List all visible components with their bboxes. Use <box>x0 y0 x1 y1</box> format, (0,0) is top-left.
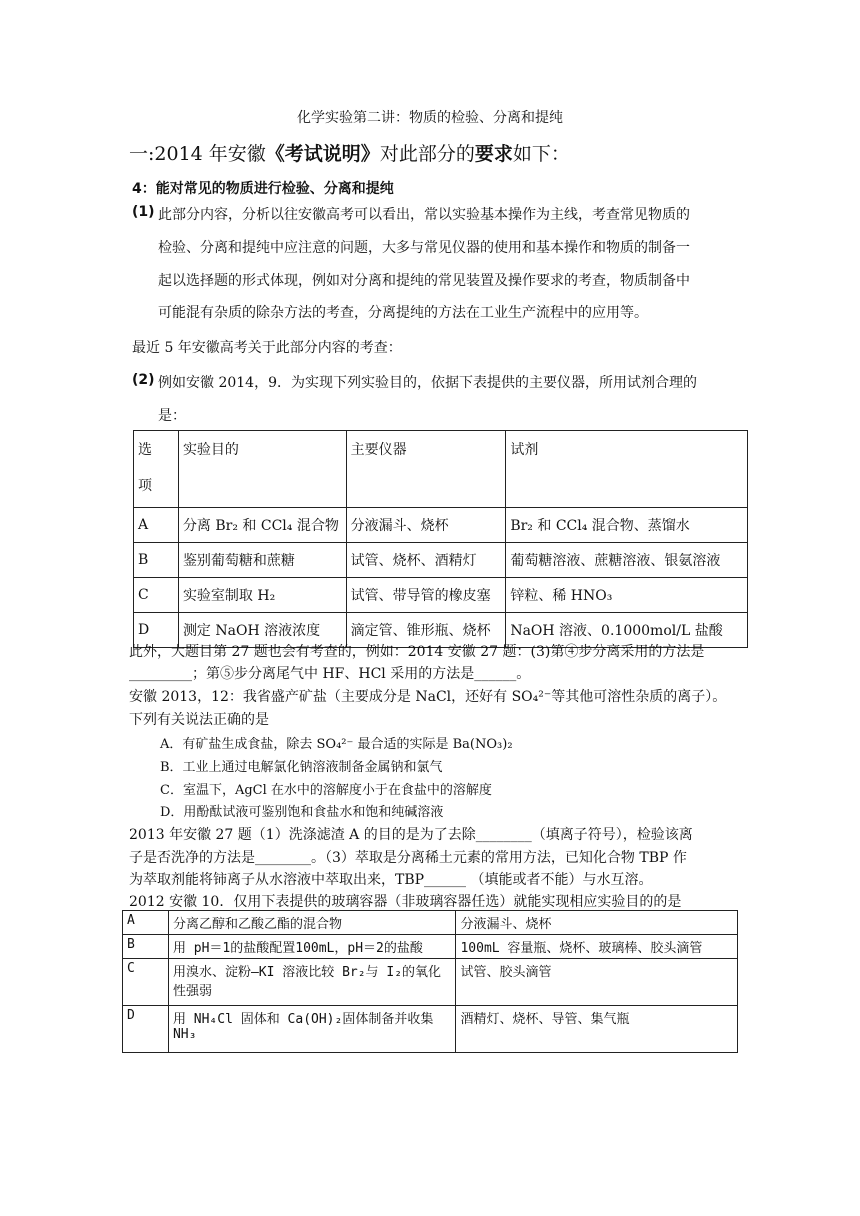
para2-line: 是： <box>158 408 186 424</box>
table-cell: 100mL 容量瓶、烧杯、玻璃棒、胶头滴管 <box>456 935 738 959</box>
para1-line: 起以选择题的形式体现，例如对分离和提纯的常见装置及操作要求的考查，物质制备中 <box>158 273 690 289</box>
option-item: B．工业上通过电解氯化钠溶液制备金属钠和氯气 <box>160 760 443 775</box>
table-cell: 分离 Br₂ 和 CCl₄ 混合物 <box>178 508 346 543</box>
table-cell: 试管、胶头滴管 <box>456 959 738 1006</box>
table-cell: B <box>134 543 179 578</box>
table-cell: 滴定管、锥形瓶、烧杯 <box>346 613 506 648</box>
table-cell: 葡萄糖溶液、蔗糖溶液、银氨溶液 <box>506 543 748 578</box>
table-cell: A <box>134 508 179 543</box>
table-header-cell: 实验目的 <box>178 431 346 508</box>
option-item: C．室温下，AgCl 在水中的溶解度小于在食盐中的溶解度 <box>160 783 492 798</box>
table-header-cell: 选 项 <box>134 431 179 508</box>
para1-number: (1) <box>132 204 155 220</box>
question-2013-12: 安徽 2013，12：我省盛产矿盐（主要成分是 NaCl，还好有 SO₄²⁻等其他可溶性杂质的离子）。 <box>129 689 727 705</box>
para1-line: 此部分内容，分析以往安徽高考可以看出，常以实验基本操作为主线，考查常见物质的 <box>158 207 690 223</box>
table-row <box>134 508 748 543</box>
table-cell: 实验室制取 H₂ <box>178 578 346 613</box>
table-cell: 酒精灯、烧杯、导管、集气瓶 <box>456 1006 738 1053</box>
table-row <box>134 578 748 613</box>
extra-text: 此外，大题目第 27 题也会有考查的，例如：2014 安徽 27 题：(3)第④步分离采用的方法是 <box>129 644 705 660</box>
table-cell: 分液漏斗、烧杯 <box>346 508 506 543</box>
table-cell: 用溴水、淀粉—KI 溶液比较 Br₂与 I₂的氧化性强弱 <box>168 959 456 1006</box>
table-cell: 锌粒、稀 HNO₃ <box>506 578 748 613</box>
table-cell: D <box>123 1006 169 1053</box>
table-row <box>123 911 738 935</box>
table-cell: 鉴别葡萄糖和蔗糖 <box>178 543 346 578</box>
option-item: D．用酚酞试液可鉴别饱和食盐水和饱和纯碱溶液 <box>160 805 444 820</box>
table-row <box>123 935 738 959</box>
para2-number: (2) <box>132 372 155 388</box>
question-table-2014 <box>133 430 748 648</box>
para1-line: 可能混有杂质的除杂方法的考查，分离提纯的方法在工业生产流程中的应用等。 <box>158 305 648 321</box>
para1-line: 检验、分离和提纯中应注意的问题，大多与常见仪器的使用和基本操作和物质的制备一 <box>158 240 690 256</box>
document-title: 化学实验第二讲：物质的检验、分离和提纯 <box>297 110 563 126</box>
table-cell: 分液漏斗、烧杯 <box>456 911 738 935</box>
table-cell: D <box>134 613 179 648</box>
table-cell: B <box>123 935 169 959</box>
question-2013-27: 为萃取剂能将铈离子从水溶液中萃取出来，TBP______ （填能或者不能）与水互溶。 <box>129 872 653 888</box>
extra-text: _________；第⑤步分离尾气中 HF、HCl 采用的方法是______。 <box>129 666 531 682</box>
para2-line: 例如安徽 2014，9．为实现下列实验目的，依据下表提供的主要仪器，所用试剂合理的 <box>158 375 697 391</box>
question-2013-12: 下列有关说法正确的是 <box>129 712 269 728</box>
table-row <box>123 1006 738 1053</box>
table-cell: NaOH 溶液、0.1000mol/L 盐酸 <box>506 613 748 648</box>
table-cell: A <box>123 911 169 935</box>
section-heading: 一:2014 年安徽《考试说明》对此部分的要求如下： <box>129 143 570 165</box>
table-cell: 试管、带导管的橡皮塞 <box>346 578 506 613</box>
table-cell: C <box>123 959 169 1006</box>
recent-intro: 最近 5 年安徽高考关于此部分内容的考查： <box>132 340 402 356</box>
table-cell: 用 pH＝1的盐酸配置100mL，pH＝2的盐酸 <box>168 935 456 959</box>
table-row <box>123 959 738 1006</box>
table-cell: 用 NH₄Cl 固体和 Ca(OH)₂固体制备并收集 NH₃ <box>168 1006 456 1053</box>
question-2012-10: 2012 安徽 10．仅用下表提供的玻璃容器（非玻璃容器任选）就能实现相应实验目的的是 <box>129 894 682 910</box>
table-cell: 分离乙醇和乙酸乙酯的混合物 <box>168 911 456 935</box>
table-header-cell: 试剂 <box>506 431 748 508</box>
table-header-cell: 主要仪器 <box>346 431 506 508</box>
sub-heading: 4：能对常见的物质进行检验、分离和提纯 <box>132 181 394 197</box>
table-row <box>134 543 748 578</box>
question-2013-27: 2013 年安徽 27 题（1）洗涤滤渣 A 的目的是为了去除________（填离子符号），检验该离 <box>129 827 693 843</box>
table-cell: 试管、烧杯、酒精灯 <box>346 543 506 578</box>
table-cell: 测定 NaOH 溶液浓度 <box>178 613 346 648</box>
question-2013-27: 子是否洗净的方法是________。（3）萃取是分离稀土元素的常用方法，已知化合物 TBP 作 <box>129 850 687 866</box>
option-item: A．有矿盐生成食盐，除去 SO₄²⁻ 最合适的实际是 Ba(NO₃)₂ <box>160 737 513 752</box>
question-table-2012 <box>122 910 738 1053</box>
table-cell: C <box>134 578 179 613</box>
table-header-row <box>134 431 748 508</box>
table-cell: Br₂ 和 CCl₄ 混合物、蒸馏水 <box>506 508 748 543</box>
